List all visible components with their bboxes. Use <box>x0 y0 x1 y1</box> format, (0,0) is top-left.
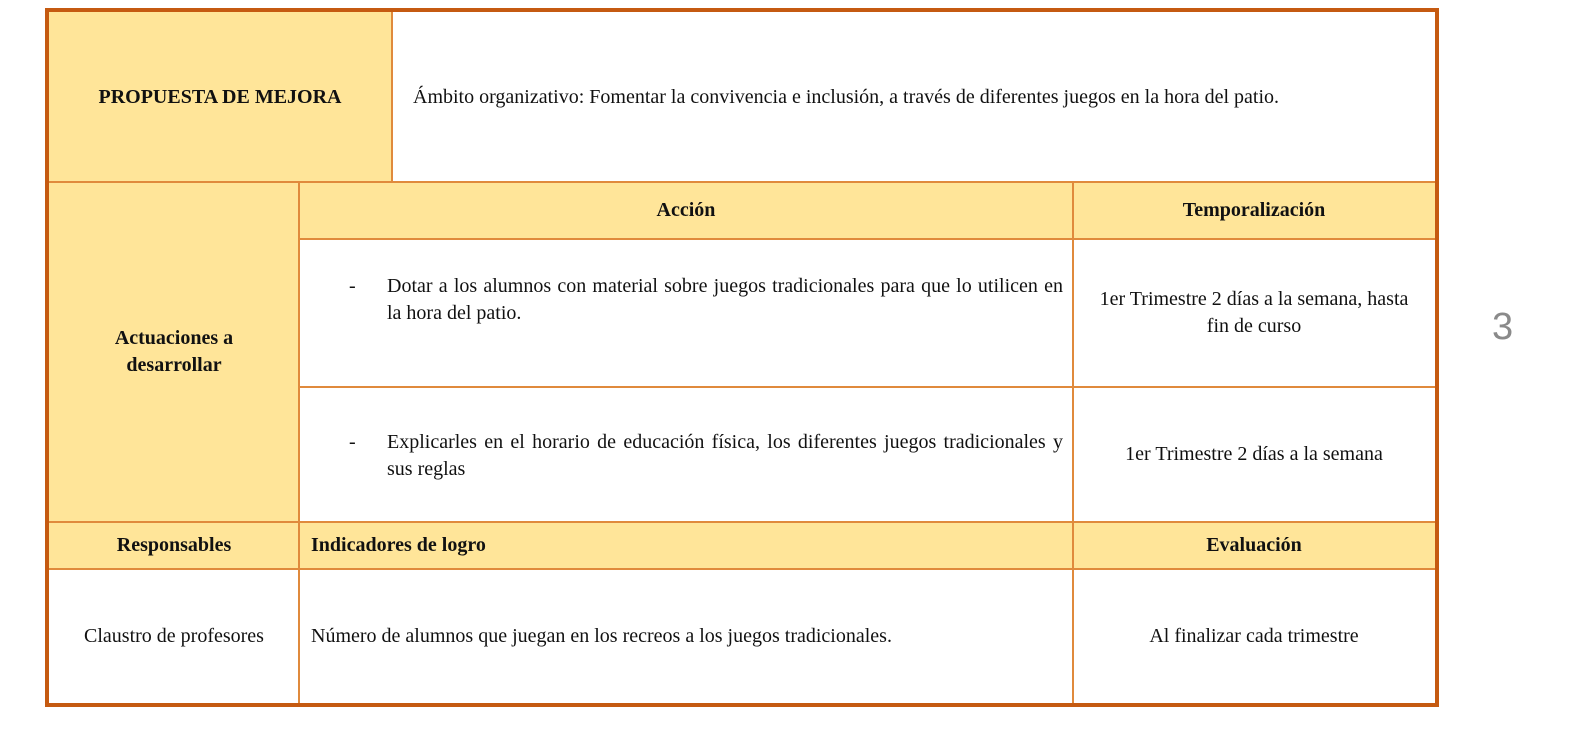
responsables-value: Claustro de profesores <box>84 624 264 647</box>
grid-line <box>299 386 1435 388</box>
indicadores-value-cell <box>299 569 1073 703</box>
action-bullet: - <box>349 275 356 297</box>
accion-header: Acción <box>656 199 716 221</box>
indicadores-header: Indicadores de logro <box>311 534 486 556</box>
proposal-label: PROPUESTA DE MEJORA <box>98 85 342 108</box>
responsables-header-cell <box>49 522 299 569</box>
grid-line <box>298 182 300 703</box>
grid-line <box>49 181 1435 183</box>
grid-line <box>391 12 393 182</box>
evaluacion-value: Al finalizar cada trimestre <box>1149 624 1359 647</box>
indicadores-value: Número de alumnos que juegan en los recreos a los juegos tradicionales. <box>311 624 892 647</box>
actions-label-cell <box>49 182 299 522</box>
timing-cell-1 <box>1073 239 1435 387</box>
page-number: 3 <box>1492 306 1514 348</box>
evaluacion-header: Evaluación <box>1206 534 1302 556</box>
timing-text: 1er Trimestre 2 días a la semana <box>1125 443 1383 465</box>
indicadores-header-cell <box>299 522 1073 569</box>
action-row-1 <box>299 239 1073 387</box>
responsables-header: Responsables <box>116 534 232 556</box>
timing-text: 1er Trimestre 2 días a la semana, hasta fin de curso <box>1099 288 1409 337</box>
actions-label: Actuaciones a desarrollar <box>114 327 234 376</box>
evaluacion-value-cell <box>1073 569 1435 703</box>
proposal-label-cell <box>49 12 391 182</box>
proposal-text: Ámbito organizativo: Fomentar la convivencia e inclusión, a través de diferentes juegos en la hora del patio. <box>413 85 1280 108</box>
proposal-text-cell <box>391 12 1435 182</box>
temporalizacion-header-cell <box>1073 182 1435 239</box>
responsables-value-cell <box>49 569 299 703</box>
action-row-2 <box>299 387 1073 522</box>
grid-line <box>49 568 1435 570</box>
grid-line <box>49 521 1435 523</box>
timing-cell-2 <box>1073 387 1435 522</box>
accion-header-cell <box>299 182 1073 239</box>
action-bullet: - <box>349 431 356 453</box>
temporalizacion-header: Temporalización <box>1182 199 1326 221</box>
improvement-proposal-table <box>45 8 1439 707</box>
action-text: Dotar a los alumnos con material sobre juegos tradicionales para que lo utilicen en la hora del patio. <box>387 275 1063 324</box>
evaluacion-header-cell <box>1073 522 1435 569</box>
grid-line <box>1072 182 1074 703</box>
action-text: Explicarles en el horario de educación física, los diferentes juegos tradicionales y sus reglas <box>387 431 1063 480</box>
grid-line <box>299 238 1435 240</box>
